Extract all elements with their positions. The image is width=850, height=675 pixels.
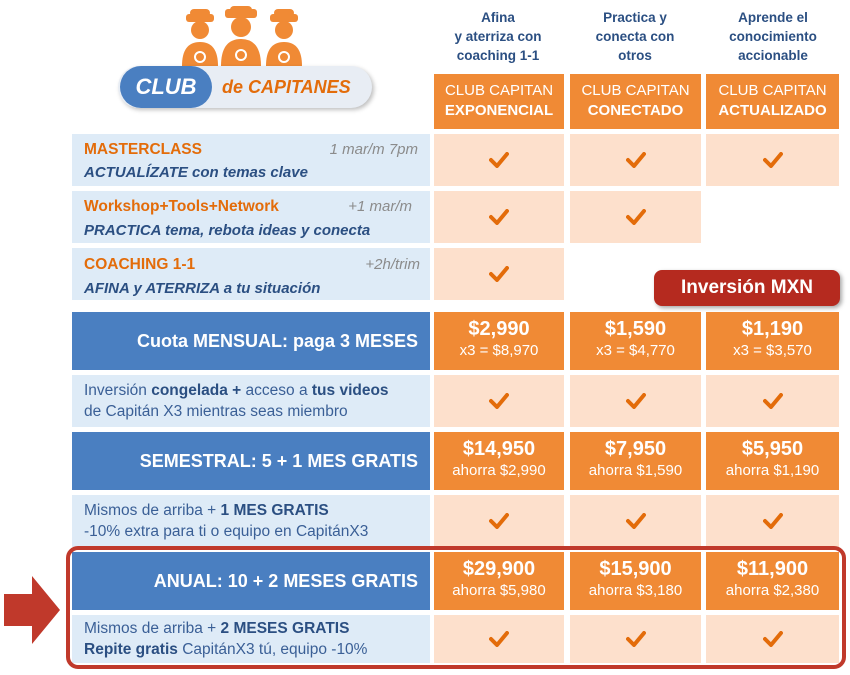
plan-note-mensual: Inversión congelada + acceso a tus videos de Capitán X3 mientras seas miembro xyxy=(72,375,430,427)
check-icon xyxy=(626,393,646,409)
feature-title: COACHING 1-1 xyxy=(84,256,196,273)
captain-icon xyxy=(266,9,302,66)
price-amount: $2,990 xyxy=(468,318,530,340)
check-icon xyxy=(489,209,509,225)
check-cell xyxy=(570,134,701,186)
plan-label-mensual: Cuota MENSUAL: paga 3 MESES xyxy=(72,312,430,370)
price-amount: $11,900 xyxy=(736,558,809,580)
price-amount: $7,950 xyxy=(604,438,667,460)
price-cell xyxy=(434,312,564,370)
plan-note-anual: Mismos de arriba + 2 MESES GRATIS Repite gratis CapitánX3 tú, equipo -10% xyxy=(72,615,430,663)
check-icon xyxy=(489,266,509,282)
check-cell xyxy=(434,191,564,243)
check-icon xyxy=(489,393,509,409)
column-tagline-2: Practica y conecta con otros xyxy=(595,10,675,63)
feature-schedule: +2h/trim xyxy=(365,256,420,273)
check-icon xyxy=(763,152,783,168)
check-cell xyxy=(706,134,839,186)
check-icon xyxy=(626,152,646,168)
check-icon xyxy=(763,513,783,529)
price-detail: ahorra $1,190 xyxy=(725,462,820,479)
price-detail: x3 = $3,570 xyxy=(733,342,812,359)
check-icon xyxy=(626,513,646,529)
column-tagline-3: Aprende el conocimiento accionable xyxy=(729,10,817,63)
price-detail: ahorra $5,980 xyxy=(452,582,546,599)
price-detail: ahorra $2,990 xyxy=(452,462,546,479)
price-amount: $15,900 xyxy=(599,558,672,580)
column-header-conectado: CLUB CAPITAN CONECTADO xyxy=(570,74,701,129)
check-icon xyxy=(489,513,509,529)
inversion-badge: Inversión MXN xyxy=(654,270,840,306)
check-icon xyxy=(763,393,783,409)
plan-label-anual: ANUAL: 10 + 2 MESES GRATIS xyxy=(72,552,430,610)
price-cell xyxy=(570,432,701,490)
price-amount: $14,950 xyxy=(462,438,536,460)
check-cell xyxy=(434,248,564,300)
check-cell xyxy=(434,495,564,547)
price-amount: $1,590 xyxy=(604,318,667,340)
feature-schedule: +1 mar/m xyxy=(348,198,412,215)
captain-icon xyxy=(182,9,218,66)
price-detail: x3 = $4,770 xyxy=(596,342,675,359)
column-header-actualizado: CLUB CAPITAN ACTUALIZADO xyxy=(706,74,839,129)
price-amount: $29,900 xyxy=(462,558,536,580)
captains-logo-icon xyxy=(178,6,308,68)
price-detail: ahorra $1,590 xyxy=(588,462,683,479)
feature-description: ACTUALÍZATE con temas clave xyxy=(84,164,308,181)
price-cell xyxy=(706,312,839,370)
price-cell xyxy=(706,432,839,490)
check-cell xyxy=(706,375,839,427)
price-detail: ahorra $2,380 xyxy=(725,582,820,599)
feature-title: Workshop+Tools+Network xyxy=(84,198,279,215)
check-cell xyxy=(706,495,839,547)
plan-note-semestral: Mismos de arriba + 1 MES GRATIS -10% extra para ti o equipo en CapitánX3 xyxy=(72,495,430,547)
column-header-exponencial: CLUB CAPITAN EXPONENCIAL xyxy=(434,74,564,129)
feature-title: MASTERCLASS xyxy=(84,141,202,158)
feature-schedule: 1 mar/m 7pm xyxy=(329,141,418,158)
feature-description: AFINA y ATERRIZA a tu situación xyxy=(84,280,321,297)
price-detail: ahorra $3,180 xyxy=(588,582,683,599)
check-cell xyxy=(570,375,701,427)
check-icon xyxy=(626,209,646,225)
club-logo-text: de CAPITANES xyxy=(222,77,351,97)
check-cell xyxy=(570,495,701,547)
anual-highlight-frame xyxy=(66,546,846,669)
captain-icon xyxy=(221,6,261,66)
arrow-right-icon xyxy=(4,574,62,646)
price-amount: $5,950 xyxy=(741,438,804,460)
price-amount: $1,190 xyxy=(741,318,804,340)
feature-description: PRACTICA tema, rebota ideas y conecta xyxy=(84,222,371,239)
plan-label-semestral: SEMESTRAL: 5 + 1 MES GRATIS xyxy=(72,432,430,490)
check-cell xyxy=(434,375,564,427)
check-icon xyxy=(489,152,509,168)
club-logo-badge: CLUB xyxy=(120,66,212,108)
price-cell xyxy=(434,432,564,490)
check-cell xyxy=(570,191,701,243)
check-cell xyxy=(434,134,564,186)
column-tagline-1: Afina y aterriza con coaching 1-1 xyxy=(454,10,542,63)
price-cell xyxy=(570,312,701,370)
price-detail: x3 = $8,970 xyxy=(459,342,539,359)
